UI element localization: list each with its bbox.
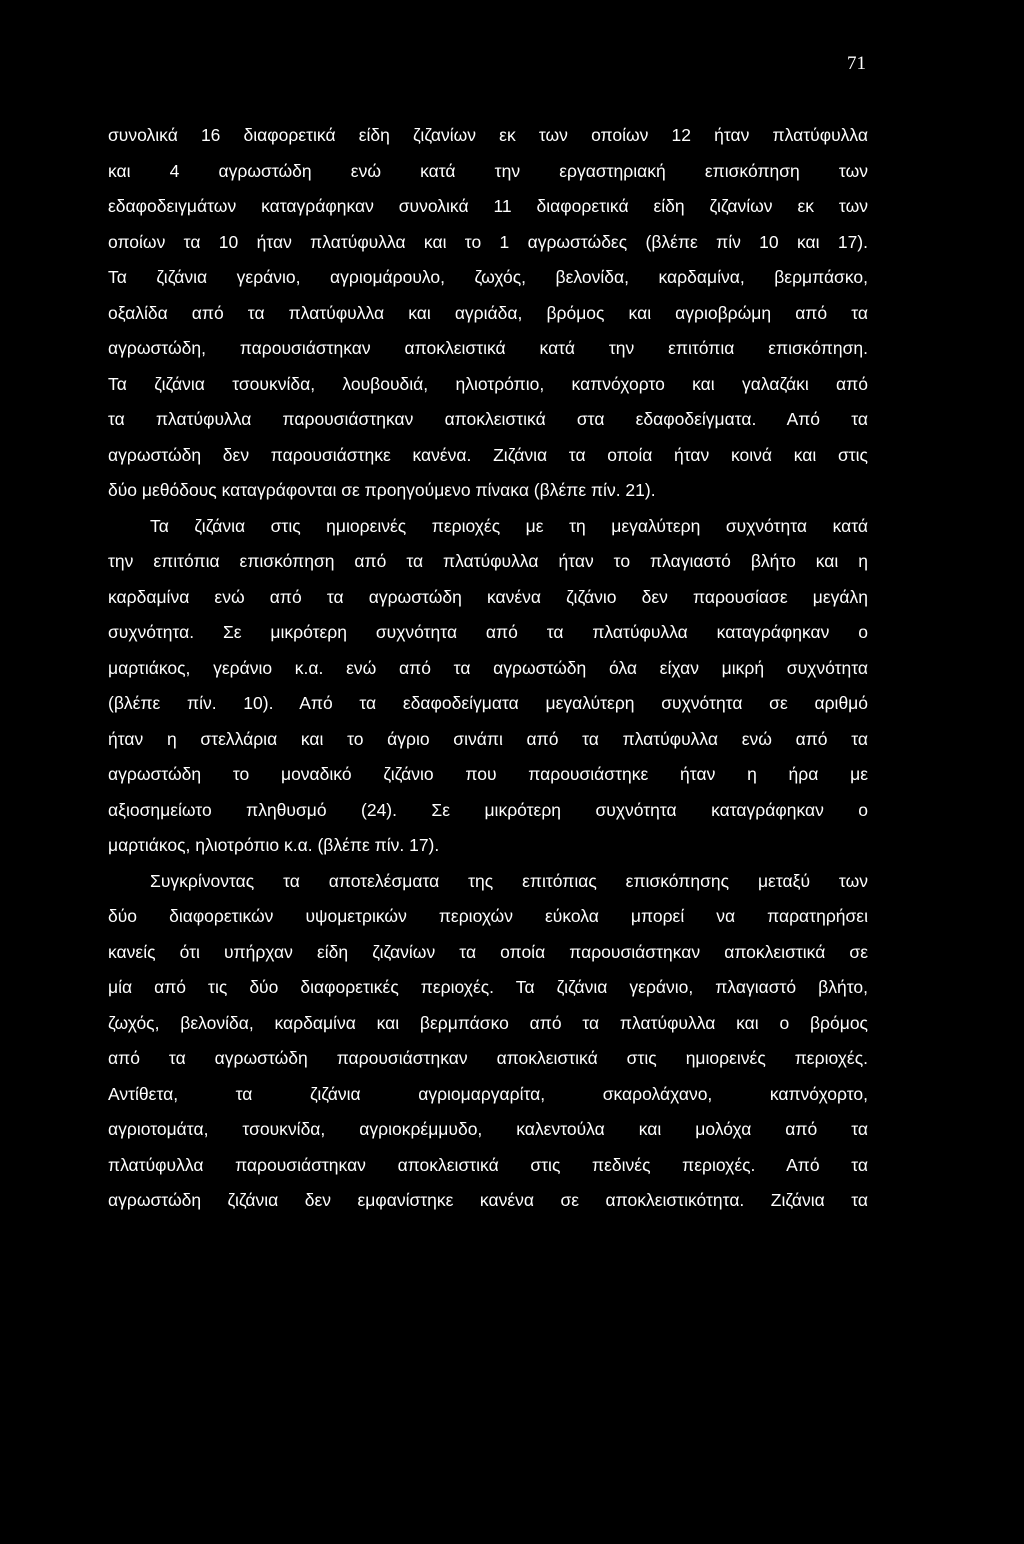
body-text	[108, 118, 868, 1219]
text-line: (βλέπε πίν. 10). Από τα εδαφοδείγματα μεγαλύτερη συχνότητα σε αριθμό	[108, 693, 868, 713]
text-line: ζωχός, βελονίδα, καρδαμίνα και βερμπάσκο από τα πλατύφυλλα και ο βρόμος	[108, 1012, 868, 1033]
text-line: την επιτόπια επισκόπηση από τα πλατύφυλλα ήταν το πλαγιαστό βλήτο και η	[108, 551, 868, 571]
text-line: καρδαμίνα ενώ από τα αγρωστώδη κανένα ζιζάνιο δεν παρουσίασε μεγάλη	[108, 586, 868, 607]
text-line: αγριοτομάτα, τσουκνίδα, αγριοκρέμμυδο, καλεντούλα και μολόχα από τα	[108, 1119, 868, 1139]
text-line: ήταν η στελλάρια και το άγριο σινάπι από τα πλατύφυλλα ενώ από τα	[108, 728, 868, 749]
text-line: πλατύφυλλα παρουσιάστηκαν αποκλειστικά στις πεδινές περιοχές. Από τα	[108, 1154, 868, 1175]
text-line: δύο μεθόδους καταγράφονται σε προηγούμενο πίνακα (βλέπε πίν. 21).	[108, 480, 656, 500]
text-line: αξιοσημείωτο πληθυσμό (24). Σε μικρότερη συχνότητα καταγράφηκαν ο	[108, 799, 868, 820]
text-line: Αντίθετα, τα ζιζάνια αγριομαργαρίτα, σκαρολάχανο, καπνόχορτο,	[108, 1083, 868, 1104]
text-line: αγρωστώδη ζιζάνια δεν εμφανίστηκε κανένα σε αποκλειστικότητα. Ζιζάνια τα	[108, 1190, 868, 1210]
page-number: 71	[847, 53, 866, 74]
text-line: οξαλίδα από τα πλατύφυλλα και αγριάδα, βρόμος και αγριοβρώμη από τα	[108, 302, 868, 323]
text-line: δύο διαφορετικών υψομετρικών περιοχών εύκολα μπορεί να παρατηρήσει	[108, 906, 868, 926]
text-line: μαρτιάκος, ηλιοτρόπιο κ.α. (βλέπε πίν. 17).	[108, 835, 440, 855]
text-line: μαρτιάκος, γεράνιο κ.α. ενώ από τα αγρωστώδη όλα είχαν μικρή συχνότητα	[108, 657, 868, 678]
text-line: Τα ζιζάνια γεράνιο, αγριομάρουλο, ζωχός, βελονίδα, καρδαμίνα, βερμπάσκο,	[108, 267, 868, 287]
text-line: συχνότητα. Σε μικρότερη συχνότητα από τα πλατύφυλλα καταγράφηκαν ο	[108, 622, 868, 642]
text-line: αγρωστώδη δεν παρουσιάστηκε κανένα. Ζιζάνια τα οποία ήταν κοινά και στις	[108, 444, 868, 465]
text-line: οποίων τα 10 ήταν πλατύφυλλα και το 1 αγρωστώδες (βλέπε πίν 10 και 17).	[108, 231, 868, 252]
text-line: εδαφοδειγμάτων καταγράφηκαν συνολικά 11 διαφορετικά είδη ζιζανίων εκ των	[108, 196, 868, 216]
text-line: αγρωστώδη, παρουσιάστηκαν αποκλειστικά κατά την επιτόπια επισκόπηση.	[108, 338, 868, 358]
text-line: Τα ζιζάνια τσουκνίδα, λουβουδιά, ηλιοτρόπιο, καπνόχορτο και γαλαζάκι από	[108, 373, 868, 394]
text-line: αγρωστώδη το μοναδικό ζιζάνιο που παρουσιάστηκε ήταν η ήρα με	[108, 764, 868, 784]
text-line: συνολικά 16 διαφορετικά είδη ζιζανίων εκ των οποίων 12 ήταν πλατύφυλλα	[108, 125, 868, 145]
text-line: τα πλατύφυλλα παρουσιάστηκαν αποκλειστικά στα εδαφοδείγματα. Από τα	[108, 409, 868, 429]
text-line: μία από τις δύο διαφορετικές περιοχές. Τα ζιζάνια γεράνιο, πλαγιαστό βλήτο,	[108, 977, 868, 997]
text-line: και 4 αγρωστώδη ενώ κατά την εργαστηριακή επισκόπηση των	[108, 160, 868, 181]
text-line: κανείς ότι υπήρχαν είδη ζιζανίων τα οποία παρουσιάστηκαν αποκλειστικά σε	[108, 941, 868, 962]
text-line: από τα αγρωστώδη παρουσιάστηκαν αποκλειστικά στις ημιορεινές περιοχές.	[108, 1048, 868, 1068]
text-line: Συγκρίνοντας τα αποτελέσματα της επιτόπιας επισκόπησης μεταξύ των	[150, 870, 868, 891]
text-line: Τα ζιζάνια στις ημιορεινές περιοχές με τη μεγαλύτερη συχνότητα κατά	[150, 515, 868, 536]
